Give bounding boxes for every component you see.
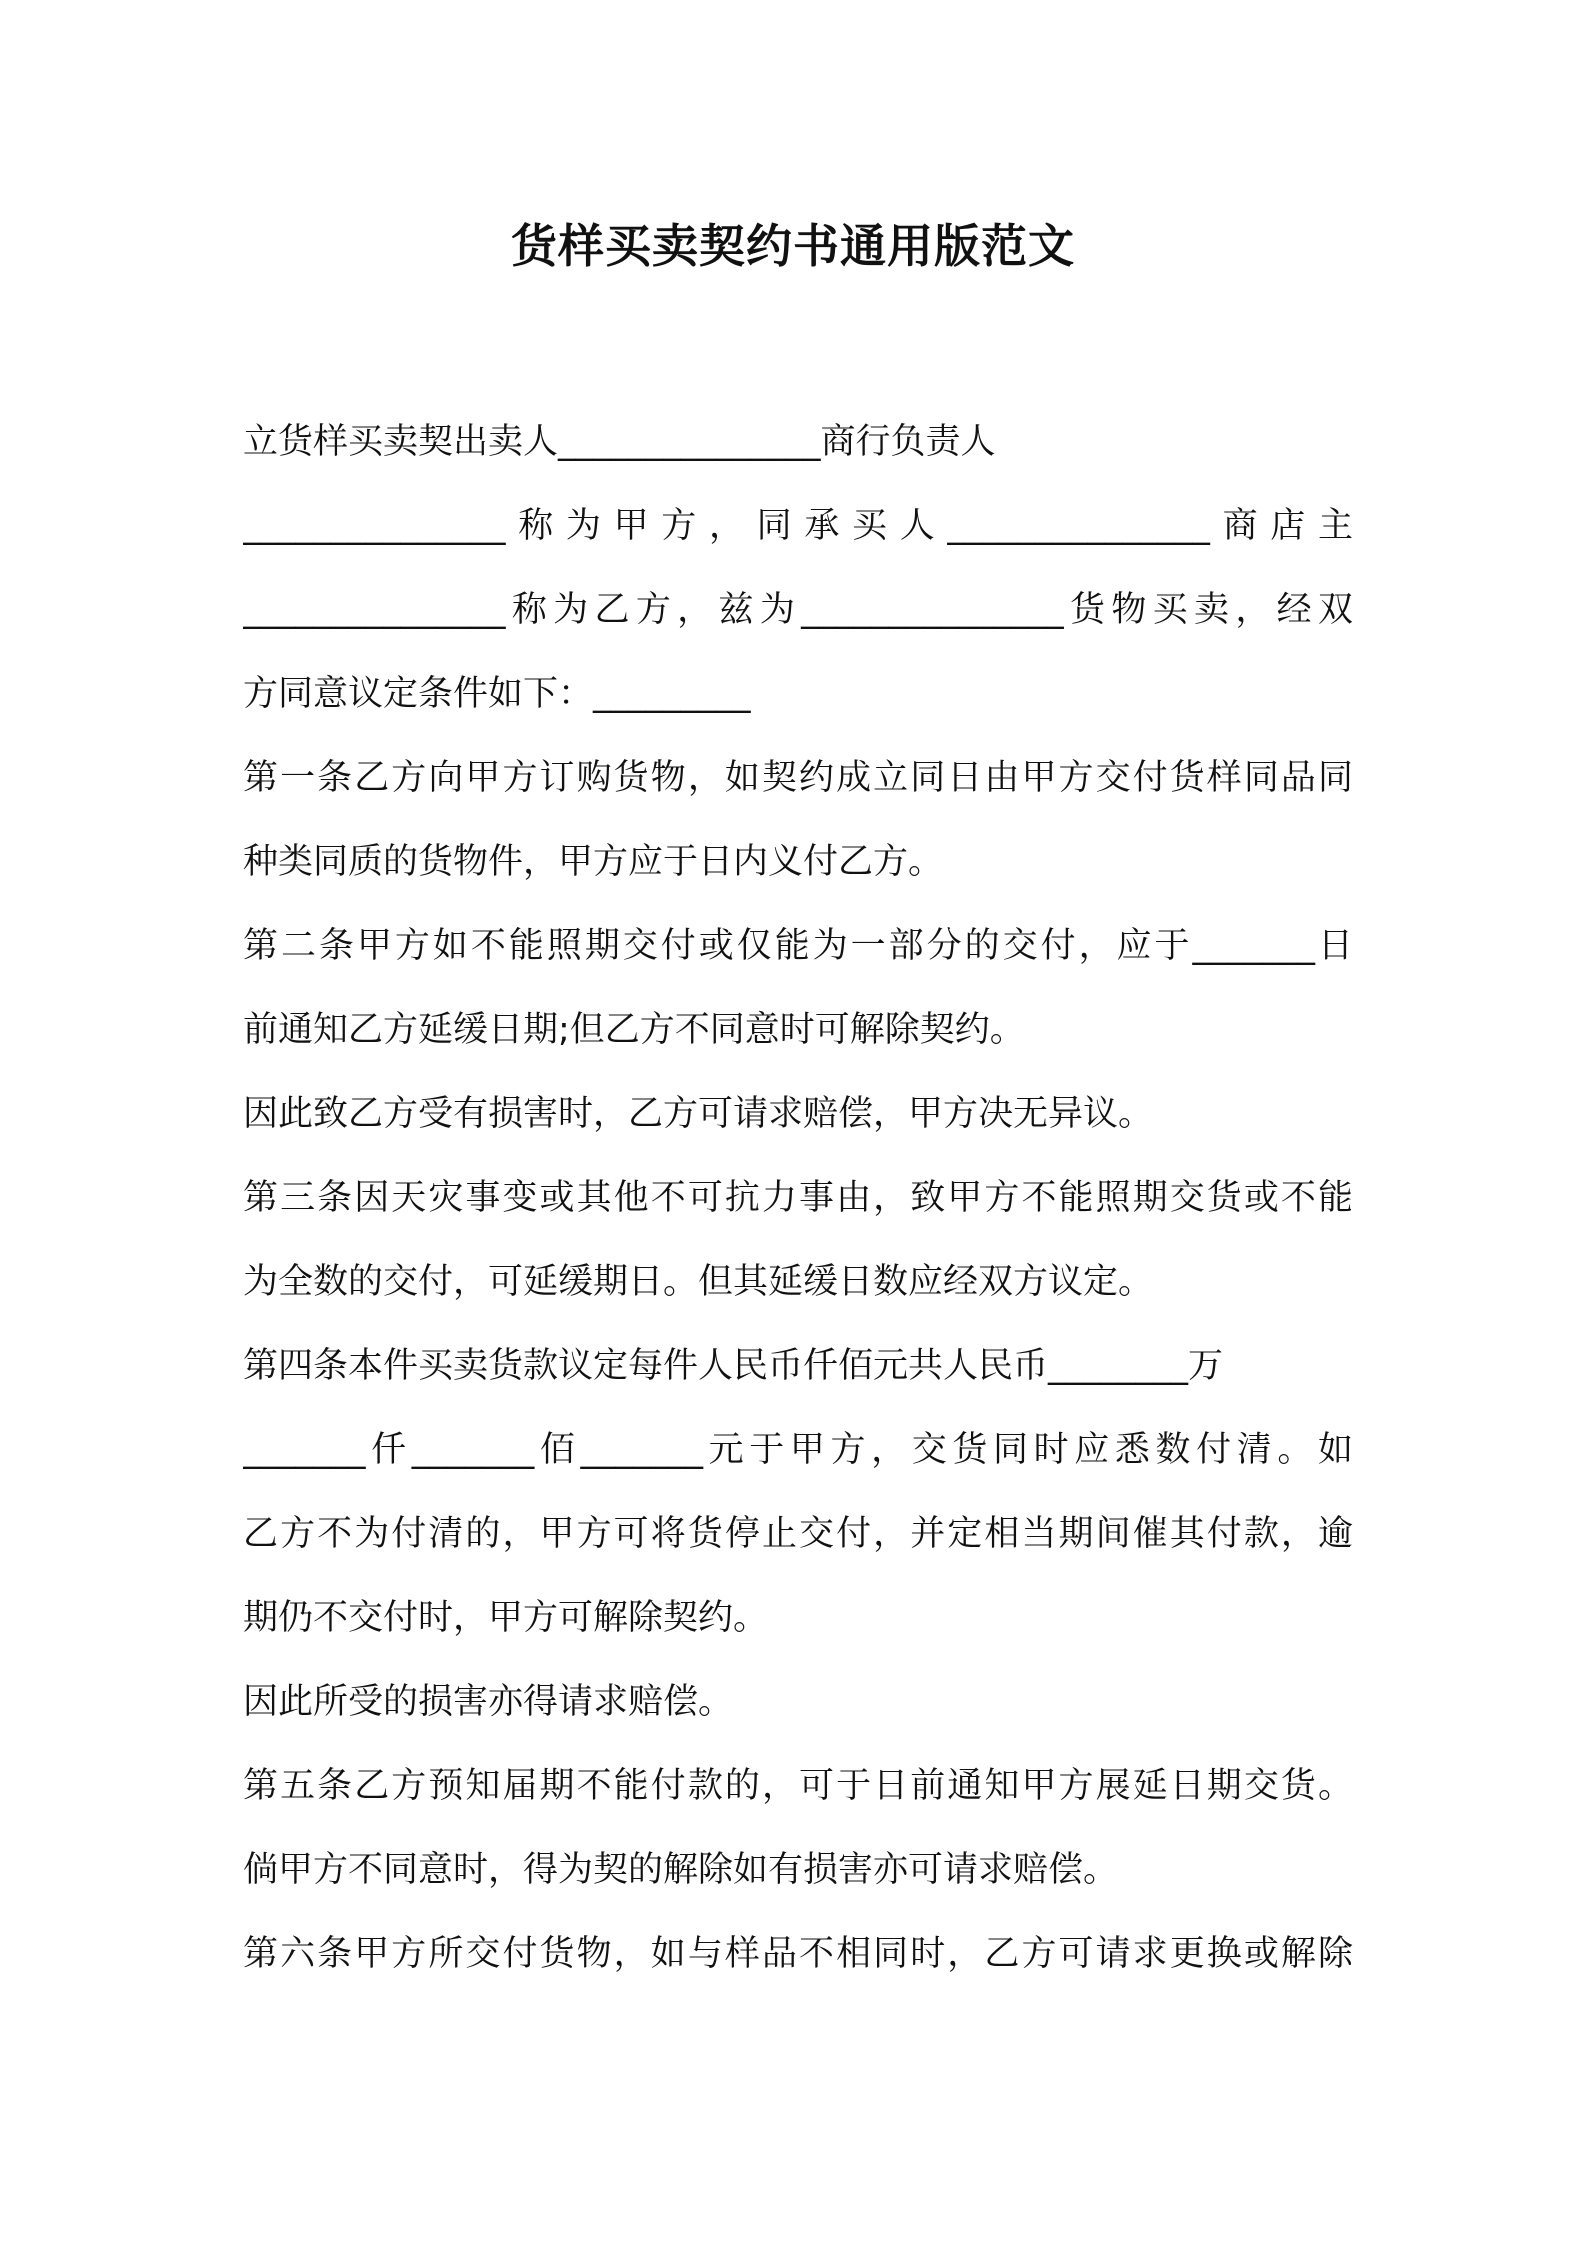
document-title: 货样买卖契约书通用版范文 <box>511 219 1075 273</box>
text-line: 第六条甲方所交付货物，如与样品不相同时，乙方可请求更换或解除 <box>243 1934 1353 1974</box>
text-line: 第一条乙方向甲方订购货物，如契约成立同日由甲方交付货样同品同 <box>243 758 1353 798</box>
text-line: 因此所受的损害亦得请求赔偿。 <box>243 1682 734 1722</box>
text-line: 倘甲方不同意时，得为契的解除如有损害亦可请求赔偿。 <box>243 1850 1119 1890</box>
text-line: 种类同质的货物件，甲方应于日内义付乙方。 <box>243 842 944 882</box>
text-line: 第三条因天灾事变或其他不可抗力事由，致甲方不能照期交货或不能 <box>243 1178 1353 1218</box>
text-line: 方同意议定条件如下：_________ <box>243 674 751 714</box>
document-body <box>243 400 1353 1996</box>
text-line: 第四条本件买卖货款议定每件人民币仟佰元共人民币________万 <box>243 1346 1224 1386</box>
text-line: 乙方不为付清的，甲方可将货停止交付，并定相当期间催其付款，逾 <box>243 1514 1353 1554</box>
text-line: 前通知乙方延缓日期;但乙方不同意时可解除契约。 <box>243 1010 1025 1050</box>
text-line: 立货样买卖契出卖人_______________商行负责人 <box>243 422 996 462</box>
text-line: 第五条乙方预知届期不能付款的，可于日前通知甲方展延日期交货。 <box>243 1766 1353 1806</box>
text-line: _______________称为乙方，兹为_______________货物买卖，经双 <box>243 590 1353 630</box>
text-line: 第二条甲方如不能照期交付或仅能为一部分的交付，应于_______日 <box>243 926 1353 966</box>
text-line: _______仟_______佰_______元于甲方，交货同时应悉数付清。如 <box>243 1430 1353 1470</box>
text-line: 为全数的交付，可延缓期日。但其延缓日数应经双方议定。 <box>243 1262 1154 1302</box>
text-line: 期仍不交付时，甲方可解除契约。 <box>243 1598 769 1638</box>
text-line: 因此致乙方受有损害时，乙方可请求赔偿，甲方决无异议。 <box>243 1094 1154 1134</box>
text-line: _______________称为甲方，同承买人_______________商店主 <box>243 506 1353 546</box>
